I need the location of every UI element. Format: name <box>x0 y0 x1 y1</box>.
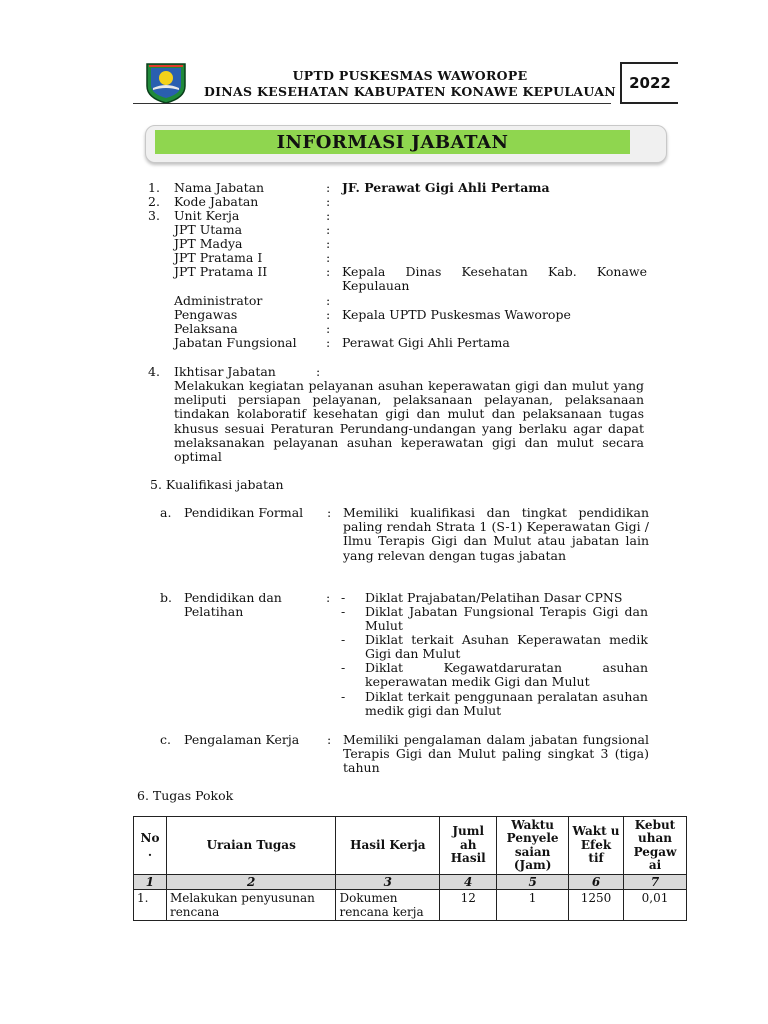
logo <box>143 60 189 104</box>
colon: : <box>326 180 331 195</box>
table-cell: 1. <box>134 890 167 921</box>
administrator-label: Administrator <box>174 293 263 308</box>
nama-jabatan-value: JF. Perawat Gigi Ahli Pertama <box>342 180 550 195</box>
col-header: No . <box>134 817 167 875</box>
table-row <box>134 890 687 921</box>
col-number: 3 <box>336 875 440 890</box>
ikhtisar-label: Ikhtisar Jabatan <box>174 364 276 379</box>
colon: : <box>327 505 332 520</box>
colon: : <box>326 250 331 265</box>
jpt-pratama-2-value: Kepala Dinas Kesehatan Kab. Konawe <box>342 264 647 279</box>
col-number: 7 <box>624 875 687 890</box>
jpt-utama-label: JPT Utama <box>174 222 243 237</box>
colon: : <box>326 321 331 336</box>
pelatihan-item: Diklat Jabatan Fungsional Terapis Gigi dan Mulut <box>365 604 648 634</box>
pelatihan-item: Diklat terkait Asuhan Keperawatan medik Gigi dan Mulut <box>365 632 648 662</box>
bullet-dash: - <box>341 632 346 647</box>
colon: : <box>326 307 331 322</box>
item-a-mark: a. <box>160 505 172 520</box>
col-header: Hasil Kerja <box>336 817 440 875</box>
num-2: 2. <box>148 194 160 209</box>
pelatihan-item: Diklat Prajabatan/Pelatihan Dasar CPNS <box>365 590 623 605</box>
tugas-pokok-table <box>133 816 687 921</box>
colon: : <box>326 590 331 605</box>
jabatan-fungsional-value: Perawat Gigi Ahli Pertama <box>342 335 510 350</box>
col-header: Juml ah Hasil <box>440 817 497 875</box>
pengawas-value: Kepala UPTD Puskesmas Waworope <box>342 307 571 322</box>
pelaksana-label: Pelaksana <box>174 321 238 336</box>
unit-kerja-label: Unit Kerja <box>174 208 240 223</box>
table-cell: Dokumen rencana kerja <box>336 890 440 921</box>
nama-jabatan-label: Nama Jabatan <box>174 180 265 195</box>
col-number: 1 <box>134 875 167 890</box>
emblem-icon <box>143 60 189 104</box>
tugas-pokok-heading: 6. Tugas Pokok <box>137 788 234 803</box>
col-header: Waktu Penyele saian (Jam) <box>497 817 569 875</box>
col-header: Uraian Tugas <box>166 817 336 875</box>
col-number: 2 <box>166 875 336 890</box>
table-cell: 0,01 <box>624 890 687 921</box>
pendidikan-pelatihan-label-1: Pendidikan dan <box>184 590 282 605</box>
colon: : <box>326 293 331 308</box>
page-title: INFORMASI JABATAN <box>155 130 630 154</box>
col-number: 6 <box>569 875 624 890</box>
item-b-mark: b. <box>160 590 172 605</box>
col-number: 4 <box>440 875 497 890</box>
col-header: Kebut uhan Pegaw ai <box>624 817 687 875</box>
col-number: 5 <box>497 875 569 890</box>
colon: : <box>326 335 331 350</box>
kualifikasi-heading: 5. Kualifikasi jabatan <box>150 477 284 492</box>
header-divider <box>133 103 611 104</box>
table-cell: 1250 <box>569 890 624 921</box>
num-4: 4. <box>148 364 160 379</box>
pengalaman-kerja-label: Pengalaman Kerja <box>184 732 300 747</box>
jpt-pratama-2-value-line2: Kepulauan <box>342 278 410 293</box>
col-header: Wakt u Efek tif <box>569 817 624 875</box>
ikhtisar-text: Melakukan kegiatan pelayanan asuhan keperawatan gigi dan mulut yang meliputi persiapan pelayanan, pelaksanaan pelayanan, pelaksanaan tindakan kolaboratif kesehatan gigi dan mulut dan pelaksanaan tugas khusus sesuai Peraturan Perundang-undangan yang berlaku agar dapat melaksanakan pelayanan asuhan keperawatan gigi dan mulut secara optimal <box>174 378 644 465</box>
num-1: 1. <box>148 180 160 195</box>
pendidikan-pelatihan-label-2: Pelatihan <box>184 604 244 619</box>
header-line-1: UPTD PUSKESMAS WAWOROPE <box>292 68 528 83</box>
item-c-mark: c. <box>160 732 171 747</box>
pelatihan-item: Diklat terkait penggunaan peralatan asuhan medik gigi dan Mulut <box>365 689 648 719</box>
bullet-dash: - <box>341 590 346 605</box>
bullet-dash: - <box>341 689 346 704</box>
pelatihan-item: Diklat Kegawatdaruratan asuhan keperawatan medik Gigi dan Mulut <box>365 660 648 690</box>
jpt-pratama-1-label: JPT Pratama I <box>174 250 263 265</box>
colon: : <box>316 364 321 379</box>
pendidikan-formal-label: Pendidikan Formal <box>184 505 304 520</box>
colon: : <box>326 208 331 223</box>
table-cell: 12 <box>440 890 497 921</box>
colon: : <box>326 194 331 209</box>
jpt-pratama-2-label: JPT Pratama II <box>174 264 268 279</box>
table-cell: 1 <box>497 890 569 921</box>
header-line-2: DINAS KESEHATAN KABUPATEN KONAWE KEPULAUAN <box>204 84 616 99</box>
num-3: 3. <box>148 208 160 223</box>
jabatan-fungsional-label: Jabatan Fungsional <box>174 335 297 350</box>
pengalaman-kerja-value: Memiliki pengalaman dalam jabatan fungsional Terapis Gigi dan Mulut paling singkat 3 (tiga) tahun <box>343 732 649 776</box>
colon: : <box>326 236 331 251</box>
colon: : <box>326 222 331 237</box>
colon: : <box>327 732 332 747</box>
jpt-madya-label: JPT Madya <box>174 236 243 251</box>
year-box: 2022 <box>620 62 678 104</box>
kode-jabatan-label: Kode Jabatan <box>174 194 259 209</box>
pendidikan-formal-value: Memiliki kualifikasi dan tingkat pendidikan paling rendah Strata 1 (S-1) Keperawatan Gigi / Ilmu Terapis Gigi dan Mulut atau jabatan lain yang relevan dengan tugas jabatan <box>343 505 649 563</box>
bullet-dash: - <box>341 604 346 619</box>
pengawas-label: Pengawas <box>174 307 238 322</box>
table-cell: Melakukan penyusunan rencana <box>166 890 336 921</box>
bullet-dash: - <box>341 660 346 675</box>
colon: : <box>326 264 331 279</box>
